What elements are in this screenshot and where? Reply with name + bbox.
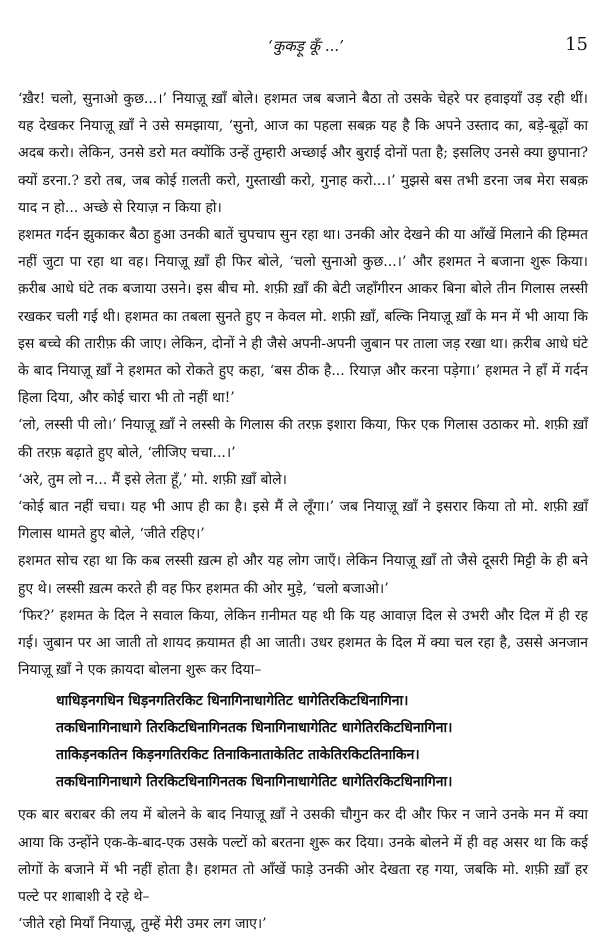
paragraph: ‘लो, लस्सी पी लो।’ नियाज़ू ख़ाँ ने लस्सी के गिलास की तरफ़ इशारा किया, फिर एक गिलास उठाकर मो. शफ़ी ख़ाँ की तरफ़ बढ़ाते हुए बोले, ‘लीजिए चचा...।’ bbox=[18, 417, 588, 461]
paragraph: हशमत गर्दन झुकाकर बैठा हुआ उनकी बातें चुपचाप सुन रहा था। उनकी ओर देखने की या आँखें मिलाने की हिम्मत नहीं जुटा पा रहा था वह। नियाज़ू ख़ाँ ही फिर बोले, ‘चलो सुनाओ कुछ...।’ और हशमत ने बजाना शुरू किया। क़रीब आधे घंटे तक बजाया उसने। इस बीच मो. शफ़ी ख़ाँ की बेटी जहाँगीरन आकर बिना बोले तीन गिलास लस्सी रखकर चली गई थी। हशमत का तबला सुनते हुए न केवल मो. शफ़ी ख़ाँ, बल्कि नियाज़ू ख़ाँ के मन में भी आया कि इस बच्चे की तारीफ़ की जाए। लेकिन, दोनों ने ही जैसे अपनी-अपनी जुबान पर ताला जड़ रखा था। क़रीब आधे घंटे के बाद नियाज़ू ख़ाँ ने हशमत को रोकते हुए कहा, ‘बस ठीक है... रियाज़ और करना पड़ेगा।’ हशमत ने हाँ में गर्दन हिला दिया, और कोई चारा भी तो नहीं था!’ bbox=[18, 227, 588, 407]
page-header bbox=[18, 36, 596, 56]
running-title: ‘कुकड़ू कूँ ...’ bbox=[268, 37, 344, 55]
paragraph: ‘फिर?’ हशमत के दिल ने सवाल किया, लेकिन ग़नीमत यह थी कि यह आवाज़ दिल से उभरी और दिल में ही रह गई। जुबान पर आ जाती तो शायद क़यामत ही आ जाती। उधर हशमत के दिल में क्या चल रहा है, उससे अनजान नियाज़ू ख़ाँ ने एक क़ायदा बोलना शुरू कर दिया– bbox=[18, 607, 588, 679]
verse-line: तकधिनागिनाधागे तिरकिटधिनागिनतक धिनागिनाधागेतिट धागेतिरकिटधिनागिना। bbox=[56, 774, 453, 791]
verse-line: ताकिड़नकतिन किड़नगतिरकिट तिनाकिनाताकेतिट ताकेतिरकिटतिनाकिन। bbox=[56, 747, 420, 764]
tabla-verse bbox=[56, 688, 588, 796]
paragraph: ‘जीते रहो मियाँ नियाज़ू, तुम्हें मेरी उमर लग जाए।’ bbox=[18, 916, 267, 933]
verse-line: तकधिनागिनाधागे तिरकिटधिनागिनतक धिनागिनाधागेतिट धागेतिरकिटधिनागिना। bbox=[56, 720, 453, 737]
body-text bbox=[18, 86, 588, 938]
paragraph: हशमत सोच रहा था कि कब लस्सी ख़त्म हो और यह लोग जाएँ। लेकिन नियाज़ू ख़ाँ तो जैसे दूसरी मिट्टी के ही बने हुए थे। लस्सी ख़त्म करते ही वह फिर हशमत की ओर मुड़े, ‘चलो बजाओ।’ bbox=[18, 553, 588, 597]
paragraph: ‘कोई बात नहीं चचा। यह भी आप ही का है। इसे मैं ले लूँगा।’ जब नियाज़ू ख़ाँ ने इसरार किया तो मो. शफ़ी ख़ाँ गिलास थामते हुए बोले, ‘जीते रहिए।’ bbox=[18, 499, 588, 543]
paragraph: ‘ख़ैर! चलो, सुनाओ कुछ...।’ नियाज़ू ख़ाँ बोले। हशमत जब बजाने बैठा तो उसके चेहरे पर हवाइयाँ उड़ रही थीं। यह देखकर नियाज़ू ख़ाँ ने उसे समझाया, ‘सुनो, आज का पहला सबक़ यह है कि अपने उस्ताद का, बड़े-बूढ़ों का अदब करो। लेकिन, उनसे डरो मत क्योंकि उन्हें तुम्हारी अच्छाई और बुराई दोनों पता है; इसलिए उनसे क्या छुपाना? क्यों डरना.? डरो तब, जब कोई ग़लती करो, गुस्ताखी करो, गुनाह करो...।’ मुझसे बस तभी डरना जब मेरा सबक़ याद न हो... अच्छे से रियाज़ न किया हो। bbox=[18, 91, 588, 216]
paragraph: ‘अरे, तुम लो न... मैं इसे लेता हूँ,’ मो. शफ़ी ख़ाँ बोले। bbox=[18, 471, 287, 488]
paragraph: एक बार बराबर की लय में बोलने के बाद नियाज़ू ख़ाँ ने उसकी चौगुन कर दी और फिर न जाने उनके मन में क्या आया कि उन्होंने एक-के-बाद-एक उसके पल्टों को बरतना शुरू कर दिया। उनके बोलने में ही वह असर था कि कई लोगों के बजाने में भी नहीं होता है। हशमत तो आँखें फाड़े उनकी ओर देखता रह गया, जबकि मो. शफ़ी ख़ाँ हर पल्टे पर शाबाशी दे रहे थे– bbox=[18, 807, 588, 906]
page-number: 15 bbox=[565, 34, 588, 55]
verse-line: धाधिड़नगधिन धिड़नगतिरकिट धिनागिनाधागेतिट धागेतिरकिटधिनागिना। bbox=[56, 693, 409, 710]
book-page bbox=[18, 0, 596, 933]
